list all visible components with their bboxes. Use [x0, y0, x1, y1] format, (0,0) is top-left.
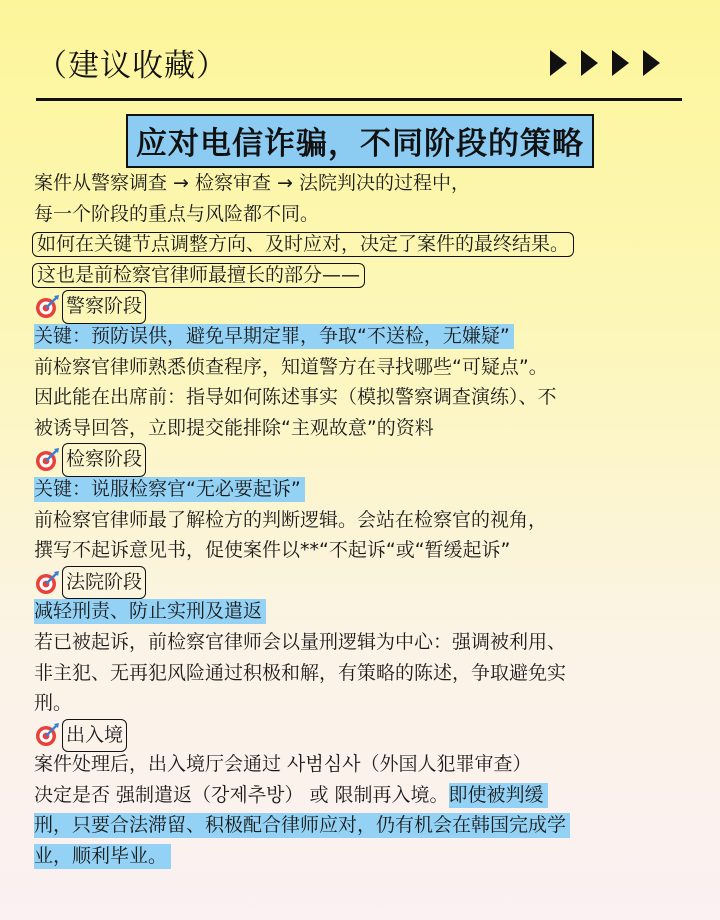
section-body-line: 前检察官律师最了解检方的判断逻辑。会站在检察官的视角， [34, 508, 548, 531]
header [36, 40, 684, 90]
section-key-point: 关键：说服检察官“无必要起诉” [34, 477, 305, 502]
play-arrow-icon [581, 50, 598, 76]
main-title: 应对电信诈骗，不同阶段的策略 [126, 114, 594, 168]
section-body-line: 案件处理后，出入境厅会通过 사범심사（外国人犯罪审查） [34, 753, 532, 776]
section-label: 法院阶段 [62, 566, 146, 600]
section-body-line-mixed [34, 780, 704, 811]
body-text: 决定是否 强制遣返（강제추방） 或 限制再入境。 [34, 783, 449, 806]
section-body-line: 前检察官律师熟悉侦查程序，知道警方在寻找哪些“可疑点”。 [34, 355, 548, 378]
boxed-statement: 这也是前检察官律师最擅长的部分—— [32, 263, 365, 288]
section-body-line: 若已被起诉，前检察官律师会以量刑逻辑为中心：强调被利用、 [34, 630, 567, 653]
target-icon [34, 570, 60, 596]
play-arrow-icon [643, 50, 660, 76]
arrow-icons [550, 50, 660, 76]
play-arrow-icon [612, 50, 629, 76]
target-icon [34, 294, 60, 320]
section-label: 出入境 [62, 719, 127, 753]
target-icon [34, 447, 60, 473]
section-key-point: 关键：预防误供，避免早期定罪，争取“不送检，无嫌疑” [34, 324, 514, 349]
header-title: （建议收藏） [36, 48, 228, 84]
section-body-line: 非主犯、无再犯风险通过积极和解，有策略的陈述，争取避免实 [34, 661, 567, 684]
highlighted-text: 即使被判缓 [449, 783, 548, 808]
section-body-line: 被诱导回答，立即提交能排除“主观故意”的资料 [34, 416, 434, 439]
section-heading-prosecution [34, 443, 146, 477]
intro-line: 案件从警察调查 → 检察审查 → 法院判决的过程中， [34, 172, 470, 194]
section-label: 检察阶段 [62, 443, 146, 477]
intro-line: 每一个阶段的重点与风险都不同。 [34, 202, 320, 225]
section-heading-court [34, 566, 146, 600]
section-heading-police [34, 290, 146, 324]
highlighted-text: 刑，只要合法滞留、积极配合律师应对，仍有机会在韩国完成学 [34, 813, 570, 838]
section-body-line: 刑。 [34, 692, 73, 715]
section-body-line: 撰写不起诉意见书，促使案件以**“不起诉“或“暂缓起诉” [34, 539, 511, 562]
section-heading-immigration [34, 719, 127, 753]
section-key-point: 减轻刑责、防止实刑及遣返 [34, 599, 266, 624]
article-body [34, 168, 704, 872]
header-divider [36, 98, 682, 101]
section-body-line: 因此能在出席前：指导如何陈述事实（模拟警察调查演练）、不 [34, 386, 557, 409]
section-label: 警察阶段 [62, 290, 146, 324]
boxed-statement: 如何在关键节点调整方向、及时应对，决定了案件的最终结果。 [32, 232, 574, 257]
target-icon [34, 722, 60, 748]
play-arrow-icon [550, 50, 567, 76]
highlighted-text: 业，顺利毕业。 [34, 844, 171, 869]
